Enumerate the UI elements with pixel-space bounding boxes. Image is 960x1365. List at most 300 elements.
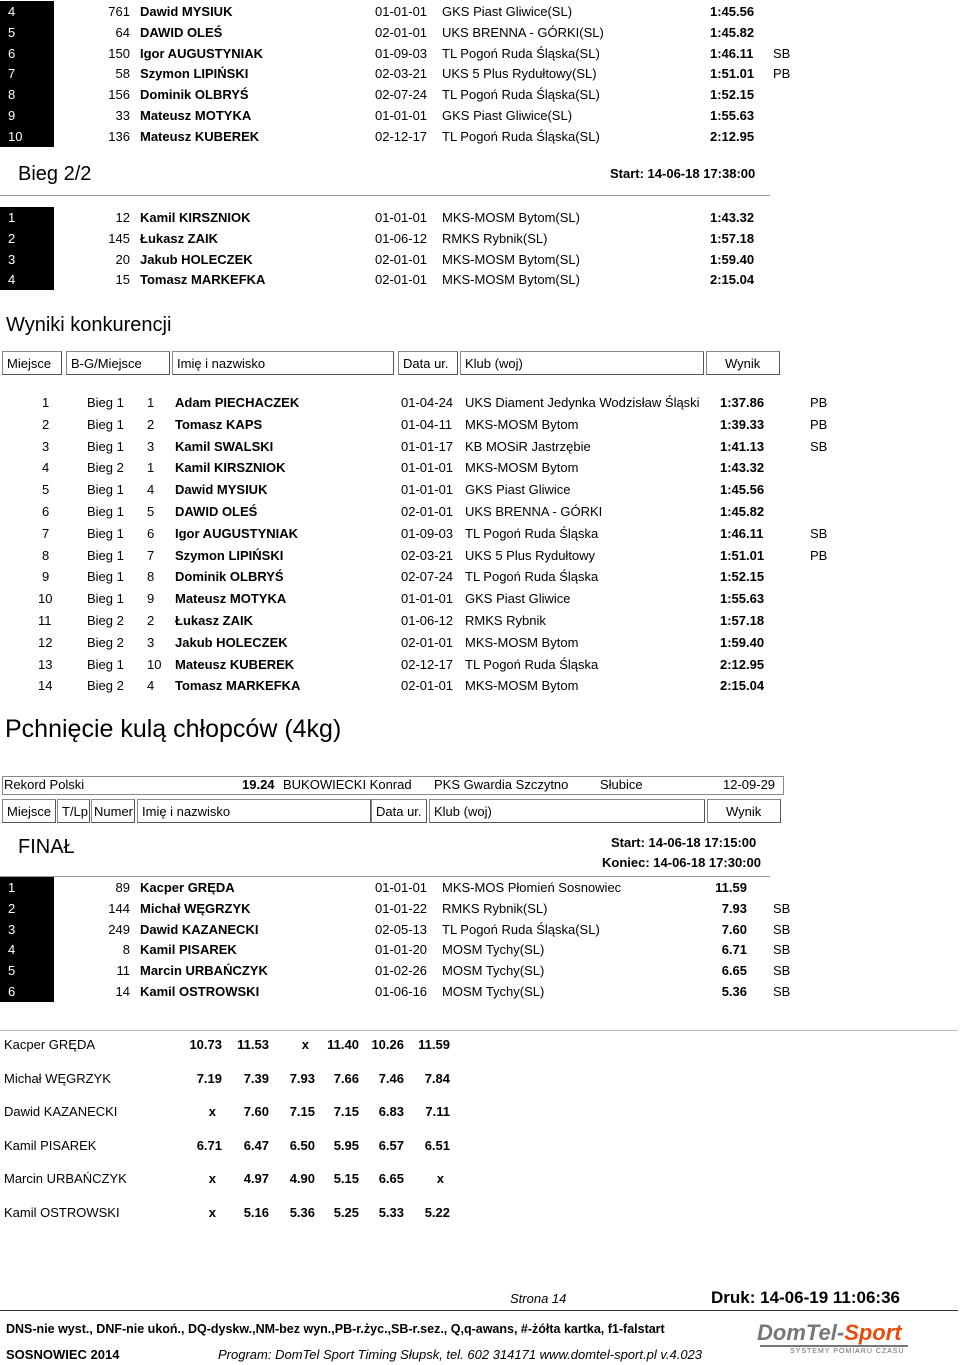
final-row [0,898,960,919]
attempt-value: 7.15 [333,1104,359,1120]
sp-header-tlp: T/Lp [57,799,90,823]
attempt-value: 10.26 [371,1037,404,1052]
bib-number: 144 [108,900,130,916]
bib-number: 64 [115,24,130,40]
birth-date: 01-06-12 [375,230,428,246]
club: MOSM Tychy(SL) [442,942,545,958]
rank: 2 [0,898,54,919]
athlete-name: Mateusz KUBEREK [175,656,295,672]
athlete-name: Łukasz ZAIK [140,230,219,246]
bib-number: 89 [115,880,130,895]
bib-number: 33 [115,108,130,123]
attempt-value: 11.40 [327,1037,359,1052]
athlete-name: Kacper GRĘDA [140,880,235,895]
result-time: 1:45.56 [720,482,765,498]
overall-row [0,436,960,457]
attempt-row [0,1068,960,1089]
result-time: 1:59.40 [720,634,765,650]
heat-place: 4 [147,482,155,498]
rank: 9 [0,105,54,126]
attempt-value: 7.15 [289,1104,315,1120]
attempt-value: x [436,1171,444,1187]
birth-date: 01-01-17 [401,438,454,454]
result-distance: 6.65 [721,963,747,979]
birth-date: 01-01-01 [401,460,454,476]
birth-date: 01-01-01 [375,108,428,123]
result-time: 1:51.01 [720,547,765,563]
note: PB [810,395,828,410]
sp-header-number: Numer [91,799,135,823]
athlete-name: Kamil KIRSZNIOK [175,460,286,476]
bib-number: 150 [108,45,130,61]
result-time: 1:52.15 [720,569,765,585]
rank: 4 [0,939,54,960]
attempt-row [0,1202,960,1223]
result-distance: 7.93 [721,900,747,916]
result-time: 1:51.01 [710,66,755,82]
rank: 3 [0,249,54,270]
shotput-title: Pchnięcie kulą chłopców (4kg) [5,715,342,743]
athlete-name: Tomasz MARKEFKA [140,272,266,288]
club: MKS-MOSM Bytom(SL) [442,210,580,225]
result-row [0,105,960,126]
heat: Bieg 1 [87,656,124,672]
result-row [0,126,960,147]
heat-place: 8 [147,569,155,585]
athlete-name: Łukasz ZAIK [175,613,254,628]
result-time: 1:46.11 [720,525,764,541]
result-row [0,1,960,22]
club: GKS Piast Gliwice(SL) [442,108,573,123]
footer-legend: DNS-nie wyst., DNF-nie ukoń., DQ-dyskw.,NM-bez wyn.,PB-r.życ.,SB-r.sez., Q,q-awans, #-żółta kartka, f1-falstart [6,1322,665,1336]
club: MKS-MOSM Bytom [465,416,579,432]
attempt-value: 5.36 [289,1205,315,1220]
heat: Bieg 2 [87,678,124,694]
attempt-value: 5.15 [333,1171,359,1187]
bib-number: 20 [115,251,130,267]
place: 1 [42,395,50,410]
athlete-name: Michał WĘGRZYK [140,900,251,916]
attempt-value: x [208,1171,216,1187]
athlete-name: Kamil OSTROWSKI [140,984,260,999]
overall-row [0,479,960,500]
heat: Bieg 1 [87,482,124,498]
result-row [0,63,960,84]
header-name: Imię i nazwisko [172,351,394,375]
club: TL Pogoń Ruda Śląska [465,656,599,672]
place: 6 [42,504,50,519]
attempt-value: 6.50 [289,1137,315,1153]
birth-date: 01-06-16 [375,984,428,999]
overall-row [0,566,960,587]
athlete-name: Dawid MYSIUK [175,482,268,498]
birth-date: 02-01-01 [401,634,454,650]
bib-number: 249 [108,921,130,937]
note: PB [810,547,828,563]
heat-place: 1 [147,395,155,410]
attempt-value: 7.60 [243,1104,269,1120]
bib-number: 11 [116,963,130,979]
place: 12 [38,634,53,650]
birth-date: 02-01-01 [401,678,454,694]
result-time: 1:39.33 [720,416,765,432]
result-time: 1:57.18 [720,613,765,628]
final-row [0,877,960,898]
result-time: 1:45.56 [710,4,755,19]
overall-row [0,654,960,675]
heat-place: 2 [147,416,155,432]
heat: Bieg 2 [87,613,124,628]
birth-date: 01-01-22 [375,900,428,916]
birth-date: 02-01-01 [375,272,428,288]
result-time: 1:45.82 [720,504,765,519]
header-place: Miejsce [2,351,62,375]
result-time: 2:12.95 [710,128,755,144]
header-heat-place: B-G/Miejsce [66,351,170,375]
rank: 6 [0,43,54,64]
attempt-value: 7.66 [333,1070,359,1086]
place: 2 [42,416,50,432]
athlete-name: Marcin URBAŃCZYK [140,963,268,979]
birth-date: 01-01-01 [375,210,428,225]
club: MOSM Tychy(SL) [442,984,545,999]
athlete-name: Jakub HOLECZEK [175,634,288,650]
record-place: Słubice [600,777,643,792]
rank: 5 [0,960,54,981]
note: PB [773,66,791,82]
overall-row [0,392,960,413]
heat-row [0,228,960,249]
page-number: Strona 14 [510,1291,567,1306]
attempt-value: x [208,1205,216,1220]
overall-row [0,545,960,566]
athlete-name: Kamil PISAREK [4,1137,97,1153]
overall-row [0,501,960,522]
athlete-name: Kamil PISAREK [140,942,237,958]
rank: 2 [0,228,54,249]
athlete-name: Michał WĘGRZYK [4,1070,111,1086]
club: RMKS Rybnik(SL) [442,900,548,916]
attempt-value: 7.19 [196,1070,222,1086]
result-time: 1:55.63 [720,591,765,607]
heat-row [0,207,960,228]
attempt-value: x [301,1037,309,1052]
result-time: 2:12.95 [720,656,765,672]
birth-date: 01-06-12 [401,613,454,628]
birth-date: 02-12-17 [401,656,454,672]
place: 7 [42,525,50,541]
attempt-row [0,1101,960,1122]
heat-place: 1 [147,460,155,476]
club: GKS Piast Gliwice(SL) [442,4,573,19]
club: RMKS Rybnik(SL) [442,230,548,246]
place: 3 [42,438,50,454]
athlete-name: Igor AUGUSTYNIAK [175,525,299,541]
attempt-value: 7.11 [425,1104,450,1120]
attempt-value: 4.97 [243,1171,269,1187]
attempt-value: 6.71 [196,1137,222,1153]
heat-row [0,269,960,290]
bib-number: 156 [108,87,130,103]
note: SB [810,438,828,454]
attempt-value: 11.59 [418,1037,450,1052]
athlete-name: Kamil OSTROWSKI [4,1205,120,1220]
heat: Bieg 1 [87,591,124,607]
attempt-value: 6.51 [424,1137,450,1153]
note: SB [773,45,791,61]
final-row [0,981,960,1002]
heat: Bieg 1 [87,547,124,563]
rank: 7 [0,63,54,84]
place: 9 [42,569,50,585]
athlete-name: Kamil SWALSKI [175,438,274,454]
birth-date: 01-01-01 [401,482,454,498]
birth-date: 02-01-01 [375,24,428,40]
club: UKS BRENNA - GÓRKI [465,504,603,519]
birth-date: 01-04-11 [401,416,453,432]
sp-header-place: Miejsce [2,799,56,823]
heat: Bieg 1 [87,504,124,519]
athlete-name: Dawid KAZANECKI [4,1104,118,1120]
sp-header-club: Klub (woj) [429,799,705,823]
club: UKS Diament Jedynka Wodzisław Śląski [465,395,700,410]
heat: Bieg 1 [87,395,124,410]
result-time: 2:15.04 [720,678,765,694]
heat: Bieg 1 [87,438,124,454]
note: SB [810,525,828,541]
domtel-logo: DomTel-Sport [757,1320,902,1345]
result-time: 1:46.11 [710,45,754,61]
athlete-name: Kamil KIRSZNIOK [140,210,251,225]
rank: 4 [0,269,54,290]
rank: 3 [0,919,54,940]
heat: Bieg 1 [87,569,124,585]
final-row [0,960,960,981]
bib-number: 8 [122,942,130,958]
attempt-value: 6.57 [378,1137,404,1153]
rank: 1 [0,877,54,898]
result-row [0,22,960,43]
attempt-value: 10.73 [189,1037,222,1052]
header-birth: Data ur. [398,351,458,375]
club: GKS Piast Gliwice [465,591,571,607]
overall-row [0,632,960,653]
birth-date: 02-07-24 [401,569,454,585]
result-time: 1:59.40 [710,251,755,267]
athlete-name: Tomasz KAPS [175,416,263,432]
club: TL Pogoń Ruda Śląska(SL) [442,45,600,61]
overall-row [0,588,960,609]
result-row [0,43,960,64]
attempt-value: 5.95 [333,1137,359,1153]
birth-date: 01-01-01 [375,4,428,19]
print-date: Druk: 14-06-19 11:06:36 [711,1288,901,1307]
footer-city: SOSNOWIEC 2014 [6,1347,120,1362]
sp-header-name: Imię i nazwisko [137,799,371,823]
heat-place: 7 [147,547,155,563]
overall-row [0,457,960,478]
place: 8 [42,547,50,563]
club: KB MOSiR Jastrzębie [465,438,591,454]
rank: 10 [0,126,54,147]
heat: Bieg 1 [87,525,124,541]
club: MKS-MOSM Bytom [465,634,579,650]
record-value: 19.24 [242,777,275,792]
note: SB [773,900,791,916]
header-result: Wynik [706,351,780,375]
club: UKS 5 Plus Rydułtowy(SL) [442,66,597,82]
header-club: Klub (woj) [460,351,704,375]
club: TL Pogoń Ruda Śląska [465,525,599,541]
attempt-row [0,1034,960,1055]
record-label: Rekord Polski [4,777,85,792]
note: PB [810,416,828,432]
record-holder: BUKOWIECKI Konrad [283,777,412,792]
heat: Bieg 2 [87,460,124,476]
heat-place: 5 [147,504,155,519]
athlete-name: Dominik OLBRYŚ [140,87,249,103]
overall-row [0,675,960,696]
athlete-name: Marcin URBAŃCZYK [4,1171,127,1187]
place: 10 [38,591,53,607]
club: RMKS Rybnik [465,613,546,628]
result-time: 1:45.82 [710,24,755,40]
birth-date: 01-02-26 [375,963,428,979]
birth-date: 02-07-24 [375,87,428,103]
logo-subtitle: SYSTEMY POMIARU CZASU [790,1348,905,1355]
club: MKS-MOSM Bytom [465,460,579,476]
bib-number: 15 [115,272,130,288]
bib-number: 58 [115,66,130,82]
attempt-value: 7.46 [378,1070,404,1086]
overall-row [0,610,960,631]
final-row [0,939,960,960]
club: TL Pogoń Ruda Śląska(SL) [442,921,600,937]
birth-date: 02-03-21 [375,66,428,82]
result-time: 1:43.32 [720,460,765,476]
athlete-name: Jakub HOLECZEK [140,251,253,267]
athlete-name: Dominik OLBRYŚ [175,569,284,585]
club: MKS-MOSM Bytom(SL) [442,251,580,267]
heat-title: Bieg 2/2 [18,163,92,185]
athlete-name: Szymon LIPIŃSKI [140,66,249,82]
attempt-value: 5.22 [424,1205,450,1220]
athlete-name: DAWID OLEŚ [175,504,258,519]
note: SB [773,921,791,937]
heat: Bieg 1 [87,416,124,432]
rank: 1 [0,207,54,228]
rank: 6 [0,981,54,1002]
attempt-value: x [208,1104,216,1120]
attempt-value: 5.16 [243,1205,269,1220]
result-time: 2:15.04 [710,272,755,288]
heat-place: 3 [147,438,155,454]
result-distance: 6.71 [721,942,747,958]
final-start-time: Start: 14-06-18 17:15:00 [611,835,757,850]
result-time: 1:52.15 [710,87,755,103]
athlete-name: Mateusz MOTYKA [140,108,252,123]
heat-start-time: Start: 14-06-18 17:38:00 [610,166,756,181]
club: TL Pogoń Ruda Śląska(SL) [442,128,600,144]
birth-date: 02-01-01 [401,504,454,519]
birth-date: 01-04-24 [401,395,454,410]
attempt-value: 6.83 [378,1104,404,1120]
attempt-value: 11.53 [237,1037,269,1052]
attempt-value: 6.65 [378,1171,404,1187]
result-distance: 5.36 [721,984,747,999]
place: 11 [38,613,52,628]
attempt-value: 5.25 [333,1205,359,1220]
result-time: 1:43.32 [710,210,755,225]
heat-place: 9 [147,591,155,607]
sp-header-birth: Data ur. [371,799,427,823]
athlete-name: DAWID OLEŚ [140,24,223,40]
bib-number: 761 [108,4,130,19]
final-title: FINAŁ [18,836,75,858]
birth-date: 01-01-20 [375,942,428,958]
birth-date: 02-01-01 [375,251,428,267]
club: UKS BRENNA - GÓRKI(SL) [442,24,604,40]
birth-date: 01-01-01 [375,880,428,895]
rank: 5 [0,22,54,43]
result-distance: 7.60 [721,921,747,937]
bib-number: 12 [115,210,130,225]
athlete-name: Kacper GRĘDA [4,1037,96,1052]
result-time: 1:37.86 [720,395,765,410]
club: MKS-MOSM Bytom(SL) [442,272,580,288]
rank: 4 [0,1,54,22]
attempt-value: 7.84 [424,1070,450,1086]
note: SB [773,963,791,979]
record-date: 12-09-29 [723,777,776,792]
heat-place: 3 [147,634,155,650]
bib-number: 145 [108,230,130,246]
club: MOSM Tychy(SL) [442,963,545,979]
athlete-name: Tomasz MARKEFKA [175,678,301,694]
note: SB [773,942,791,958]
heat-place: 10 [147,656,162,672]
record-club: PKS Gwardia Szczytno [434,777,569,792]
athlete-name: Mateusz KUBEREK [140,128,260,144]
attempt-row [0,1135,960,1156]
heat: Bieg 2 [87,634,124,650]
club: MKS-MOSM Bytom [465,678,579,694]
rank: 8 [0,84,54,105]
athlete-name: Mateusz MOTYKA [175,591,287,607]
place: 14 [38,678,53,694]
attempt-row [0,1168,960,1189]
club: MKS-MOS Płomień Sosnowiec [442,880,622,895]
final-end-time: Koniec: 14-06-18 17:30:00 [602,855,761,870]
sp-header-result: Wynik [707,799,781,823]
result-time: 1:55.63 [710,108,755,123]
attempt-value: 7.93 [289,1070,315,1086]
overall-title: Wyniki konkurencji [6,314,172,336]
athlete-name: Adam PIECHACZEK [175,395,300,410]
attempt-value: 6.47 [243,1137,269,1153]
birth-date: 01-09-03 [401,525,454,541]
note: SB [773,984,791,999]
attempt-value: 5.33 [378,1205,404,1220]
place: 5 [42,482,50,498]
final-row [0,919,960,940]
result-time: 1:41.13 [720,438,765,454]
birth-date: 02-12-17 [375,128,428,144]
athlete-name: Szymon LIPIŃSKI [175,547,284,563]
result-row [0,84,960,105]
athlete-name: Igor AUGUSTYNIAK [140,45,264,61]
overall-row [0,414,960,435]
